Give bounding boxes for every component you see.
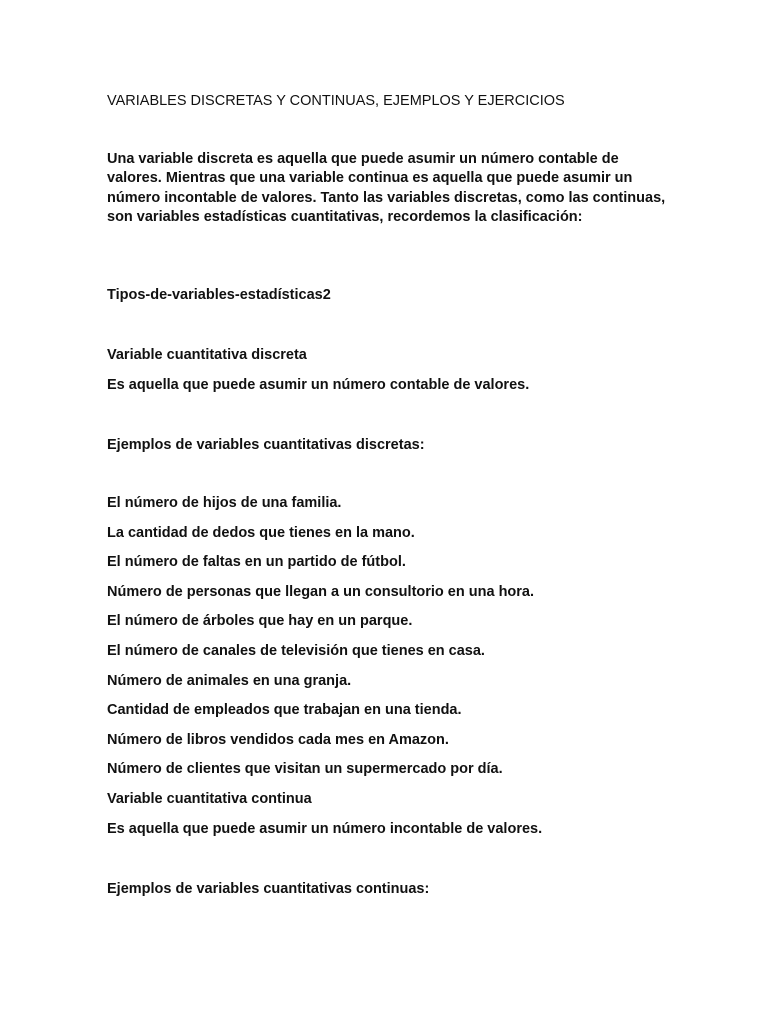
list-item: Cantidad de empleados que trabajan en una tienda. xyxy=(107,702,462,719)
list-item: El número de canales de televisión que tienes en casa. xyxy=(107,642,485,659)
discrete-examples-heading: Ejemplos de variables cuantitativas discretas: xyxy=(107,437,425,453)
continuous-heading: Variable cuantitativa continua xyxy=(107,791,312,807)
list-item: El número de faltas en un partido de fútbol. xyxy=(107,554,406,571)
continuous-definition: Es aquella que puede asumir un número incontable de valores. xyxy=(107,821,543,837)
list-item: Número de animales en una granja. xyxy=(107,672,352,689)
continuous-examples-heading: Ejemplos de variables cuantitativas continuas: xyxy=(107,881,430,897)
document-title: VARIABLES DISCRETAS Y CONTINUAS, EJEMPLOS Y EJERCICIOS xyxy=(107,93,565,109)
list-item: La cantidad de dedos que tienes en la mano. xyxy=(107,524,415,541)
discrete-examples-list xyxy=(107,494,534,790)
list-item: Número de clientes que visitan un supermercado por día. xyxy=(107,761,503,778)
list-item: El número de hijos de una familia. xyxy=(107,495,342,511)
intro-paragraph: Una variable discreta es aquella que puede asumir un número contable de valores. Mientras que una variable continua es aquella que puede asumir un número incontable de valores. Tanto las variables discretas, como las continuas, son variables estadísticas cuantitativas, recordemos la clasificación: xyxy=(107,151,666,226)
image-placeholder-text: Tipos-de-variables-estadísticas2 xyxy=(107,287,331,303)
discrete-definition: Es aquella que puede asumir un número contable de valores. xyxy=(107,377,530,393)
discrete-heading: Variable cuantitativa discreta xyxy=(107,347,307,363)
list-item: Número de libros vendidos cada mes en Amazon. xyxy=(107,731,449,748)
list-item: El número de árboles que hay en un parque. xyxy=(107,613,413,630)
list-item: Número de personas que llegan a un consultorio en una hora. xyxy=(107,583,535,600)
